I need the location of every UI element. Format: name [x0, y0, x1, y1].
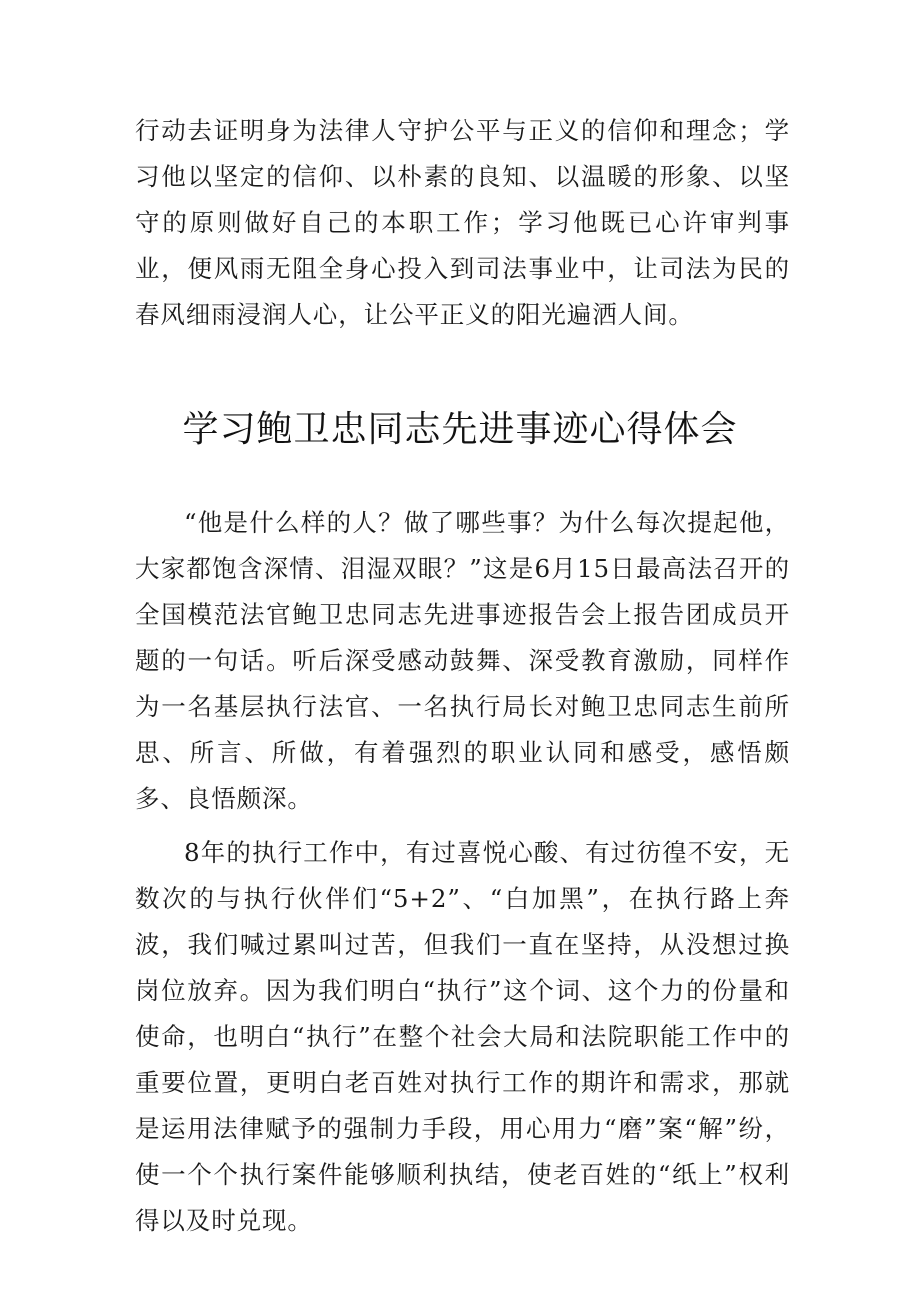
- continued-paragraph-block: [135, 108, 790, 338]
- body-paragraph-1: “他是什么样的人？做了哪些事？为什么每次提起他，大家都饱含深情、泪湿双眼？”这是6月15日最高法召开的全国模范法官鲍卫忠同志先进事迹报告会上报告团成员开题的一句话。听后深受感动鼓舞、深受教育激励，同样作为一名基层执行法官、一名执行局长对鲍卫忠同志生前所思、所言、所做，有着强烈的职业认同和感受，感悟颇多、良悟颇深。: [135, 508, 790, 813]
- article-title: 学习鲍卫忠同志先进事迹心得体会: [182, 409, 738, 450]
- body-paragraph-2: 8年的执行工作中，有过喜悦心酸、有过彷徨不安，无数次的与执行伙伴们“5+2”、“白加黑”，在执行路上奔波，我们喊过累叫过苦，但我们一直在坚持，从没想过换岗位放弃。因为我们明白“执行”这个词、这个力的份量和使命，也明白“执行”在整个社会大局和法院职能工作中的重要位置，更明白老百姓对执行工作的期许和需求，那就是运用法律赋予的强制力手段，用心用力“磨”案“解”纷，使一个个执行案件能够顺利执结，使老百姓的“纸上”权利得以及时兑现。: [135, 838, 790, 1235]
- continued-paragraph: 行动去证明身为法律人守护公平与正义的信仰和理念；学习他以坚定的信仰、以朴素的良知、以温暖的形象、以坚守的原则做好自己的本职工作；学习他既已心许审判事业，便风雨无阻全身心投入到司法事业中，让司法为民的春风细雨浸润人心，让公平正义的阳光遍洒人间。: [135, 116, 790, 329]
- article-body: [135, 500, 790, 1244]
